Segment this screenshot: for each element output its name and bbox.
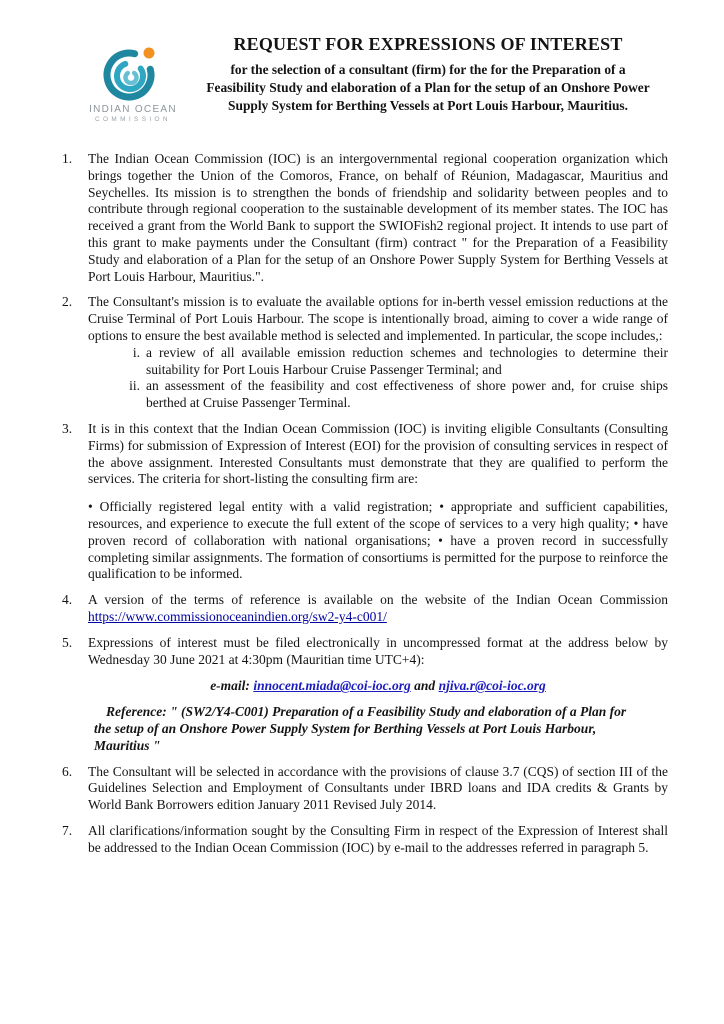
list-item-3 — [62, 421, 668, 583]
sub-item-i — [118, 345, 668, 379]
subtitle-line-3: Supply System for Berthing Vessels at Port Louis Harbour, Mauritius. — [228, 97, 628, 113]
sub-item-ii-text: an assessment of the feasibility and cost effectiveness of shore power and, for cruise ships berthed at Cruise Passenger Terminal. — [146, 378, 668, 411]
paragraph-5-text: Expressions of interest must be filed electronically in uncompressed format at the address below by Wednesday 30 June 2021 at 4:30pm (Mauritian time UTC+4): — [88, 634, 668, 667]
list-item-6 — [62, 764, 668, 814]
list-item-7 — [62, 823, 668, 857]
list-item-4 — [62, 592, 668, 626]
email-line — [88, 678, 668, 695]
paragraph-4-lead: A version of the terms of reference is available on the website of the Indian Ocean Commission — [88, 592, 668, 608]
document-header — [160, 34, 696, 114]
email-connector: and — [414, 678, 436, 694]
item-number: 4. — [62, 592, 73, 608]
sub-item-i-text: a review of all available emission reduction schemes and technologies to determine their suitability for Port Louis Harbour Cruise Passenger Terminal; and — [146, 344, 668, 377]
terms-of-reference-link[interactable]: https://www.commissionoceanindien.org/sw2-y4-c001/ — [88, 608, 387, 624]
paragraph-7-text: All clarifications/information sought by the Consulting Firm in respect of the Expression of Interest shall be addressed to the Indian Ocean Commission (IOC) by e-mail to the addresses referred in paragraph 5. — [88, 822, 668, 855]
subtitle-line-1: for the selection of a consultant (firm) for the for the Preparation of a — [230, 62, 626, 77]
subtitle-line-2: Feasibility Study and elaboration of a Plan for the setup of an Onshore Power — [206, 79, 650, 95]
list-item-1 — [62, 151, 668, 285]
item-number: 7. — [62, 822, 73, 838]
item-number: 2. — [62, 294, 73, 310]
paragraph-6-text: The Consultant will be selected in accordance with the provisions of clause 3.7 (CQS) of section III of the Guidelines Selection and Employment of Consultants under IBRD loans and IDA credits & Grants by World Bank Borrowers edition January 2011 Revised July 2014. — [88, 763, 668, 813]
logo-org-subname: COMMISSION — [95, 116, 171, 123]
list-item-2 — [62, 294, 668, 412]
document-body — [62, 151, 668, 865]
item-number: 1. — [62, 151, 73, 166]
email-link-1[interactable]: innocent.miada@coi-ioc.org — [253, 678, 411, 694]
paragraph-1-text: The Indian Ocean Commission (IOC) is an intergovernmental regional cooperation organization which brings together the Union of the Comoros, France, on behalf of Réunion, Madagascar, Mauritius and Seychelles. Its mission is to strengthen the bonds of friendship and solidarity between peoples and to contribute through regional cooperation to the sustainable development of its member states. The IOC has received a grant from the World Bank to support the SWIOFish2 regional project. It intends to use part of this grant to make payments under the Consultant (firm) contract " for the Preparation of a Feasibility Study and elaboration of a Plan for the setup of an Onshore Power Supply System for Berthing Vessels at Port Louis Harbour, Mauritius.". — [88, 151, 668, 284]
sub-item-ii — [118, 378, 668, 412]
sub-item-number: i. — [132, 344, 140, 360]
ioc-spiral-icon — [97, 44, 169, 102]
page-subtitle — [160, 61, 696, 114]
logo-org-name: INDIAN OCEAN — [89, 104, 177, 115]
orange-dot — [144, 48, 155, 59]
shortlisting-criteria-text: • Officially registered legal entity with a valid registration; • appropriate and sufficient capabilities, resources, and experience to execute the full extent of the scope of services to a very high quality; • have proven record of collaboration with national organisations; • have a proven record in successfully completing similar assignments. The formation of consortiums is permitted for the purpose to reinforce the qualification to be informed. — [88, 499, 668, 582]
email-link-2[interactable]: njiva.r@coi-ioc.org — [438, 678, 546, 694]
email-label: e-mail: — [210, 678, 250, 694]
sub-item-number: ii. — [129, 378, 140, 394]
page-title: REQUEST FOR EXPRESSIONS OF INTEREST — [233, 34, 623, 54]
paragraph-4-text — [88, 592, 668, 626]
reference-block: Reference: " (SW2/Y4-C001) Preparation of a Feasibility Study and elaboration of a Plan for the setup of an Onshore Power Supply System for Berthing Vessels at Port Louis Harbour, Mauritius " — [94, 704, 627, 753]
paragraph-3-text: It is in this context that the Indian Ocean Commission (IOC) is inviting eligible Consultants (Consulting Firms) for submission of Expression of Interest (EOI) for the provision of consulting services in respect of the above assignment. Interested Consultants must demonstrate that they are qualified to perform the services. The criteria for short-listing the consulting firm are: — [88, 420, 668, 487]
paragraph-2-text: The Consultant's mission is to evaluate the available options for in-berth vessel emission reductions at the Cruise Terminal of Port Louis Harbour. The scope is intentionally broad, aiming to cover a wide range of options to ensure the best available method is selected and implemented. In particular, the scope includes,: — [88, 294, 668, 343]
item-number: 6. — [62, 763, 73, 779]
list-item-5 — [62, 635, 668, 755]
item-number: 5. — [62, 634, 73, 650]
item-number: 3. — [62, 420, 73, 436]
